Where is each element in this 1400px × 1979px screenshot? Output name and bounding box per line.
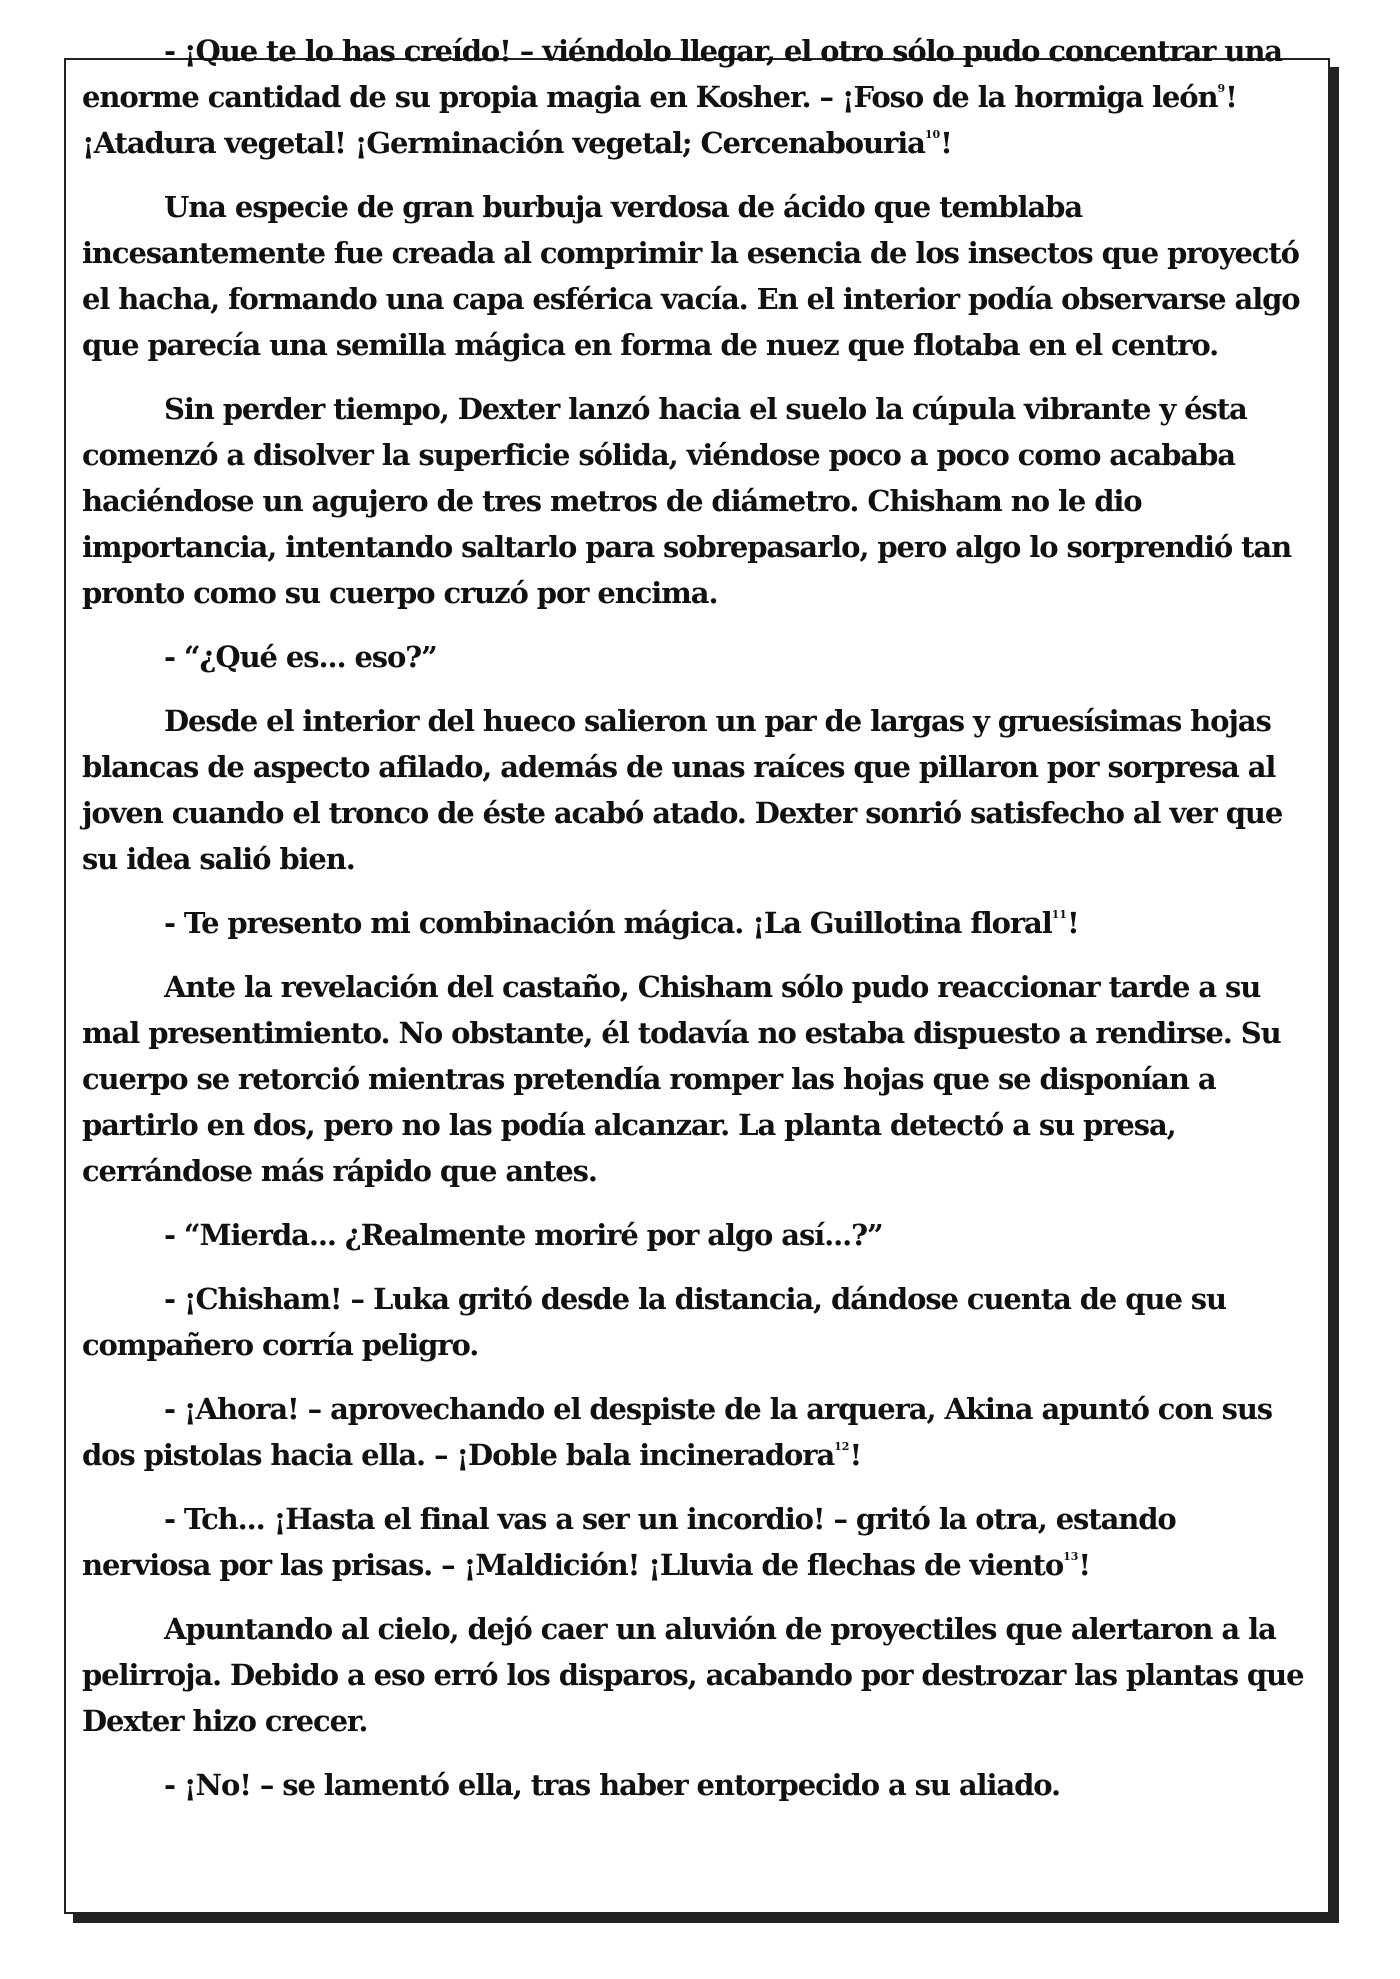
footnote-ref-13: 13 xyxy=(1063,1550,1079,1563)
paragraph-2: Una especie de gran burbuja verdosa de ácido que temblaba incesantemente fue creada al comprimir la esencia de los insectos que proyectó el hacha, formando una capa esférica vacía. En el interior podía observarse algo que parecía una semilla mágica en forma de nuez que flotaba en el centro. xyxy=(82,190,1300,362)
footnote-ref-10: 10 xyxy=(924,128,941,141)
paragraph-10: - ¡Ahora! – aprovechando el despiste de la arquera, Akina apuntó con sus dos pistolas hacia ella. – ¡Doble bala incineradora$^{12}$! xyxy=(82,1392,1273,1472)
paragraph-8: - “Mierda... ¿Realmente moriré por algo así...?” xyxy=(164,1218,883,1252)
paragraph-12: Apuntando al cielo, dejó caer un aluvión de proyectiles que alertaron a la pelirroja. Debido a eso erró los disparos, acabando por destrozar las plantas que Dexter hizo crecer. xyxy=(82,1612,1304,1738)
footnote-ref-9: 9 xyxy=(1217,82,1226,95)
paragraph-6: - Te presento mi combinación mágica. ¡La Guillotina floral$^{11}$! xyxy=(164,906,1079,940)
footnote-ref-11: 11 xyxy=(1051,908,1067,921)
footnote-ref-12: 12 xyxy=(834,1440,850,1453)
paragraph-11: - Tch... ¡Hasta el final vas a ser un incordio! – gritó la otra, estando nerviosa por las prisas. – ¡Maldición! ¡Lluvia de flechas de viento$^{13}$! xyxy=(82,1502,1176,1582)
paragraph-7: Ante la revelación del castaño, Chisham sólo pudo reaccionar tarde a su mal presentimiento. No obstante, él todavía no estaba dispuesto a rendirse. Su cuerpo se retorció mientras pretendía romper las hojas que se disponían a partirlo en dos, pero no las podía alcanzar. La planta detectó a su presa, cerrándose más rápido que antes. xyxy=(82,970,1281,1188)
paragraph-3: Sin perder tiempo, Dexter lanzó hacia el suelo la cúpula vibrante y ésta comenzó a disolver la superficie sólida, viéndose poco a poco como acababa haciéndose un agujero de tres metros de diámetro. Chisham no le dio importancia, intentando saltarlo para sobrepasarlo, pero algo lo sorprendió tan pronto como su cuerpo cruzó por encima. xyxy=(82,392,1292,610)
paragraph-5: Desde el interior del hueco salieron un par de largas y gruesísimas hojas blancas de aspecto afilado, además de unas raíces que pillaron por sorpresa al joven cuando el tronco de éste acabó atado. Dexter sonrió satisfecho al ver que su idea salió bien. xyxy=(82,704,1283,876)
paragraph-1: - ¡Que te lo has creído! – viéndolo llegar, el otro sólo pudo concentrar una enorme cantidad de su propia magia en Kosher. – ¡Foso de la hormiga león$^9$! ¡Atadura vegetal! ¡Germinación vegetal; Cercenabouria$^{10}$! xyxy=(82,34,1282,160)
paragraph-4: - “¿Qué es... eso?” xyxy=(164,640,437,674)
paragraph-9: - ¡Chisham! – Luka gritó desde la distancia, dándose cuenta de que su compañero corría peligro. xyxy=(82,1282,1226,1362)
document-body xyxy=(82,28,1310,1826)
paragraph-13: - ¡No! – se lamentó ella, tras haber entorpecido a su aliado. xyxy=(164,1768,1060,1802)
